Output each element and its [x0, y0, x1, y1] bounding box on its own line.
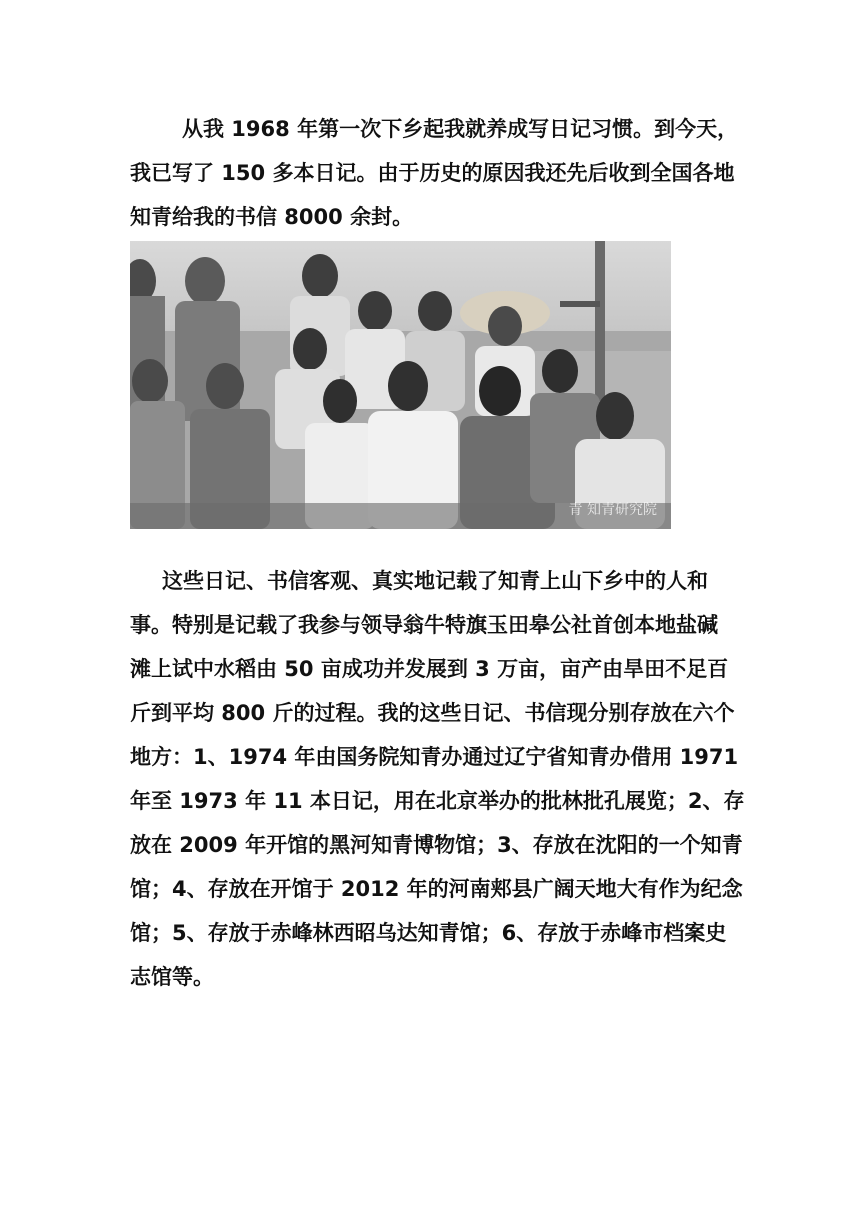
text-line: 地方：1、1974 年由国务院知青办通过辽宁省知青办借用 1971 — [130, 745, 739, 769]
text-line: 斤到平均 800 斤的过程。我的这些日记、书信现分别存放在六个 — [130, 701, 735, 725]
group-photo — [130, 241, 671, 529]
text-line: 馆；4、存放在开馆于 2012 年的河南郏县广阔天地大有作为纪念 — [130, 877, 743, 901]
photo-illustration — [130, 241, 671, 529]
text-line: 这些日记、书信客观、真实地记载了知青上山下乡中的人和 — [162, 569, 708, 593]
paragraph-diary-storage — [130, 559, 745, 999]
text-line: 志馆等。 — [130, 965, 214, 989]
text-line: 事。特别是记载了我参与领导翁牛特旗玉田皋公社首创本地盐碱 — [130, 613, 718, 637]
text-line: 年至 1973 年 11 本日记，用在北京举办的批林批孔展览；2、存 — [130, 789, 745, 813]
text-line: 我已写了 150 多本日记。由于历史的原因我还先后收到全国各地 — [130, 161, 735, 185]
photo-watermark: 青 知青研究院 — [568, 502, 657, 518]
text-line: 馆；5、存放于赤峰林西昭乌达知青馆；6、存放于赤峰市档案史 — [130, 921, 727, 945]
paragraph-diary-intro — [130, 107, 739, 239]
text-line: 知青给我的书信 8000 余封。 — [130, 205, 414, 229]
text-line: 滩上试中水稻由 50 亩成功并发展到 3 万亩，亩产由旱田不足百 — [130, 657, 729, 681]
text-line: 放在 2009 年开馆的黑河知青博物馆；3、存放在沈阳的一个知青 — [130, 833, 743, 857]
text-line: 从我 1968 年第一次下乡起我就养成写日记习惯。到今天， — [182, 117, 739, 141]
